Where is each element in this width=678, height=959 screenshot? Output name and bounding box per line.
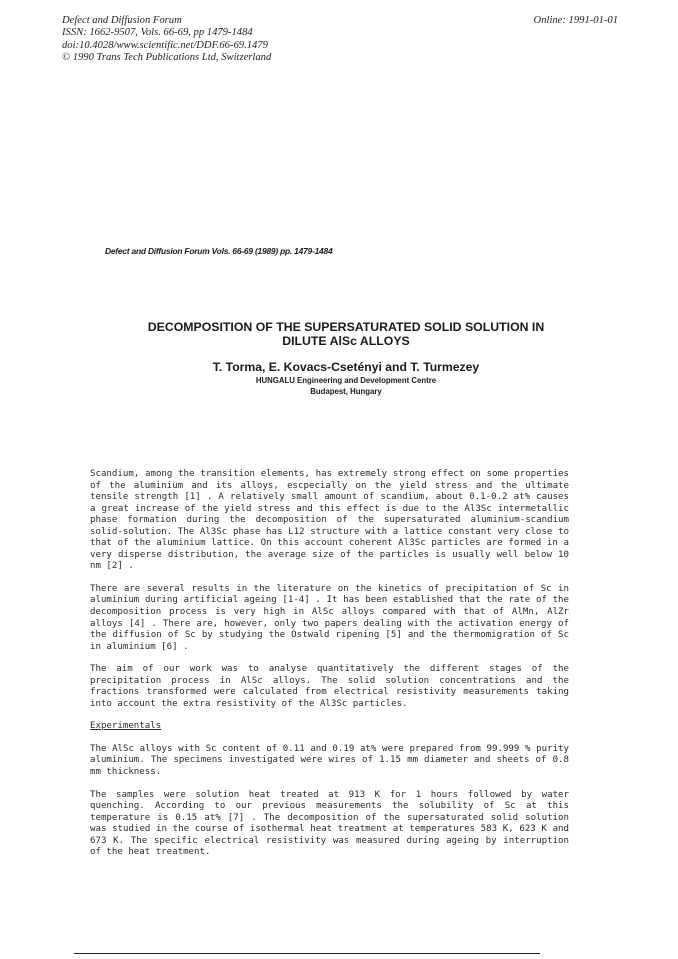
footer-rule bbox=[74, 953, 540, 954]
affiliation bbox=[90, 376, 602, 397]
affiliation-name: HUNGALU Engineering and Development Centre bbox=[255, 376, 437, 385]
title-line: DECOMPOSITION OF THE SUPERSATURATED SOLID SOLUTION IN bbox=[147, 320, 545, 334]
paragraph-heat-treatment: The samples were solution heat treated at 913 K for 1 hours followed by water quenching. According to our previous measurements the solubility of Sc at this temperature is 0.15 at% [7] . The decomposition of the supersaturated solid solution was studied in the course of isothermal heat treatment at temperatures 583 K, 623 K and 673 K. The specific electrical resistivity was measured during ageing by interruption of the heat treatment. bbox=[90, 789, 569, 858]
paper-title bbox=[90, 320, 602, 348]
affiliation-city: Budapest, Hungary bbox=[310, 386, 382, 396]
paragraph-literature: There are several results in the literature on the kinetics of precipitation of Sc in aluminium during artificial ageing [1-4] . It has been established that the rate of the decomposition process is very high in AlSc alloys compared with that of AlMn, AlZr alloys [4] . There are, however, only two papers dealing with the activation energy of the diffusion of Sc by studying the Ostwald ripening [5] and the thermomigration of Sc in aluminium [6] . bbox=[90, 583, 569, 652]
online-date: Online: 1991-01-01 bbox=[533, 15, 618, 26]
article-body bbox=[90, 469, 569, 870]
paragraph-materials: The AlSc alloys with Sc content of 0.11 and 0.19 at% were prepared from 99.999 % purity aluminium. The specimens investigated were wires of 1.15 mm diameter and sheets of 0.8 mm thickness. bbox=[90, 743, 569, 778]
title-line: DILUTE AlSc ALLOYS bbox=[282, 334, 410, 348]
section-heading: Experimentals bbox=[90, 721, 162, 732]
doi-line: doi:10.4028/www.scientific.net/DDF.66-69.1479 bbox=[62, 39, 268, 51]
copyright-line: © 1990 Trans Tech Publications Ltd, Switzerland bbox=[62, 52, 272, 64]
authors: T. Torma, E. Kovacs-Csetényi and T. Turmezey bbox=[212, 360, 480, 374]
paragraph-aim: The aim of our work was to analyse quantitatively the different stages of the precipitation process in AlSc alloys. The solid solution concentrations and the fractions transformed were calculated from electrical resistivity measurements taking into account the extra resistivity of the Al3Sc particles. bbox=[90, 664, 569, 709]
issn-line: ISSN: 1662-9507, Vols. 66-69, pp 1479-1484 bbox=[62, 27, 253, 39]
paragraph-intro: Scandium, among the transition elements, has extremely strong effect on some properties of the aluminium and its alloys, escpecially on the yield stress and the ultimate tensile strength [1] . A relatively small amount of scandium, about 0.1-0.2 at% causes a great increase of the yield stress and this effect is due to the Al3Sc intermetallic phase formation during the decomposition of the supersaturated aluminium-scandium solid-solution. The Al3Sc phase has L12 structure with a lattice constant very close to that of the aluminium lattice. On this account coherent Al3Sc particles are formed in a very disperse distribution, the average size of the particles is usually well below 10 nm [2] . bbox=[90, 469, 569, 572]
journal-header bbox=[62, 15, 271, 65]
journal-name: Defect and Diffusion Forum bbox=[62, 15, 182, 26]
journal-citation: Defect and Diffusion Forum Vols. 66-69 (1989) pp. 1479-1484 bbox=[105, 246, 333, 256]
